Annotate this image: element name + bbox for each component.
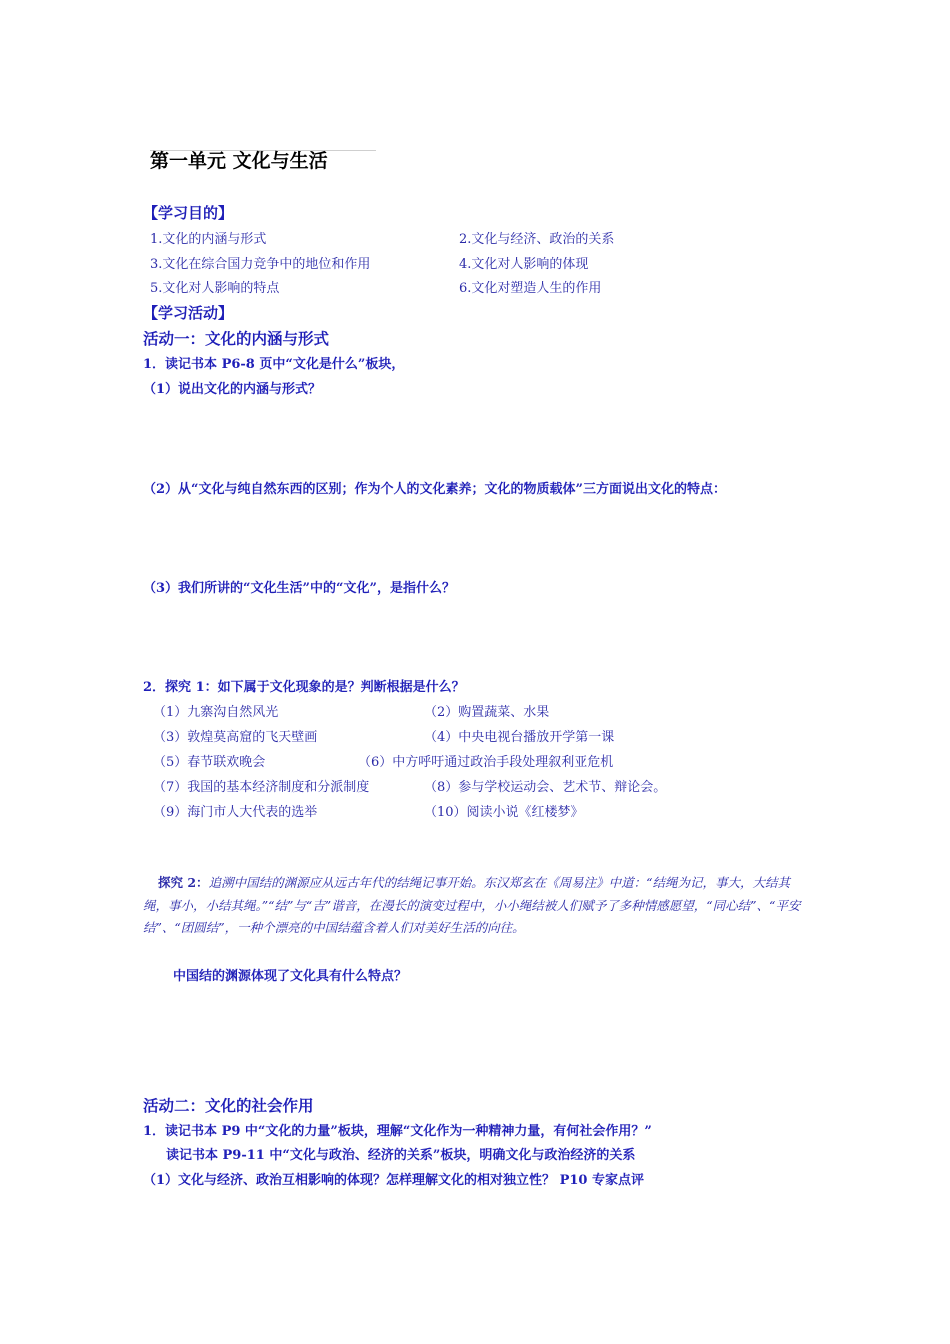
explore2-text: 追溯中国结的渊源应从远古年代的结绳记事开始。东汉郑玄在《周易注》中道：“结绳为记，事大，大结其绳，事小，小结其绳。”“结”与“吉”谐音，在漫长的演变过程中，小小绳结被人们赋予了多种情感愿望，“同心结”、“平安结”、“团圆结”，一种个漂亮的中国结蕴含着人们对美好生活的向往。 [143, 875, 801, 935]
explore1-item: （7）我国的基本经济制度和分派制度 [153, 780, 370, 795]
activity1-question1: （1）说出文化的内涵与形式？ [143, 382, 322, 397]
page-title: 第一单元 文化与生活 [150, 150, 328, 172]
explore1-item: （9）海门市人大代表的选举 [153, 805, 318, 820]
explore1-question: 2．探究 1：如下属于文化现象的是？判断根据是什么？ [143, 680, 465, 695]
objectives-heading: 【学习目的】 [143, 204, 234, 222]
objective-item: 3.文化在综合国力竞争中的地位和作用 [150, 257, 371, 272]
activity2-heading: 活动二：文化的社会作用 [143, 1096, 314, 1115]
explore1-item: （5）春节联欢晚会 [153, 755, 266, 770]
objective-item: 6.文化对塑造人生的作用 [459, 281, 602, 296]
explore1-item: （1）九寨沟自然风光 [153, 705, 279, 720]
explore2-lead: 探究 2： [158, 875, 209, 890]
objective-item: 5.文化对人影响的特点 [150, 281, 280, 296]
objective-item: 2.文化与经济、政治的关系 [459, 232, 615, 247]
objective-item: 1.文化的内涵与形式 [150, 232, 267, 247]
explore1-item: （8）参与学校运动会、艺术节、辩论会。 [424, 780, 667, 795]
activity2-task1b: 读记书本 P9-11 中“文化与政治、经济的关系”板块，明确文化与政治经济的关系 [166, 1148, 636, 1163]
explore2-question: 中国结的渊源体现了文化具有什么特点？ [173, 969, 408, 984]
explore1-item: （6）中方呼吁通过政治手段处理叙利亚危机 [358, 755, 614, 770]
activity1-question3: （3）我们所讲的“文化生活”中的“文化”，是指什么？ [143, 581, 455, 596]
activity1-task1: 1．读记书本 P6-8 页中“文化是什么”板块， [143, 357, 405, 372]
explore1-item: （10）阅读小说《红楼梦》 [424, 805, 584, 820]
activity2-question1: （1）文化与经济、政治互相影响的体现？怎样理解文化的相对独立性？ P10 专家点评 [143, 1173, 644, 1188]
objective-item: 4.文化对人影响的体现 [459, 257, 589, 272]
activity2-task1: 1．读记书本 P9 中“文化的力量”板块，理解“文化作为一种精神力量，有何社会作用？” [143, 1124, 652, 1139]
activity1-heading: 活动一：文化的内涵与形式 [143, 329, 330, 348]
explore2-paragraph [143, 872, 811, 940]
activities-heading: 【学习活动】 [143, 304, 234, 322]
explore1-item: （4）中央电视台播放开学第一课 [424, 730, 615, 745]
activity1-question2: （2）从“文化与纯自然东西的区别；作为个人的文化素养；文化的物质载体”三方面说出文化的特点： [143, 482, 727, 497]
explore1-item: （2）购置蔬菜、水果 [424, 705, 550, 720]
explore1-item: （3）敦煌莫高窟的飞天壁画 [153, 730, 318, 745]
